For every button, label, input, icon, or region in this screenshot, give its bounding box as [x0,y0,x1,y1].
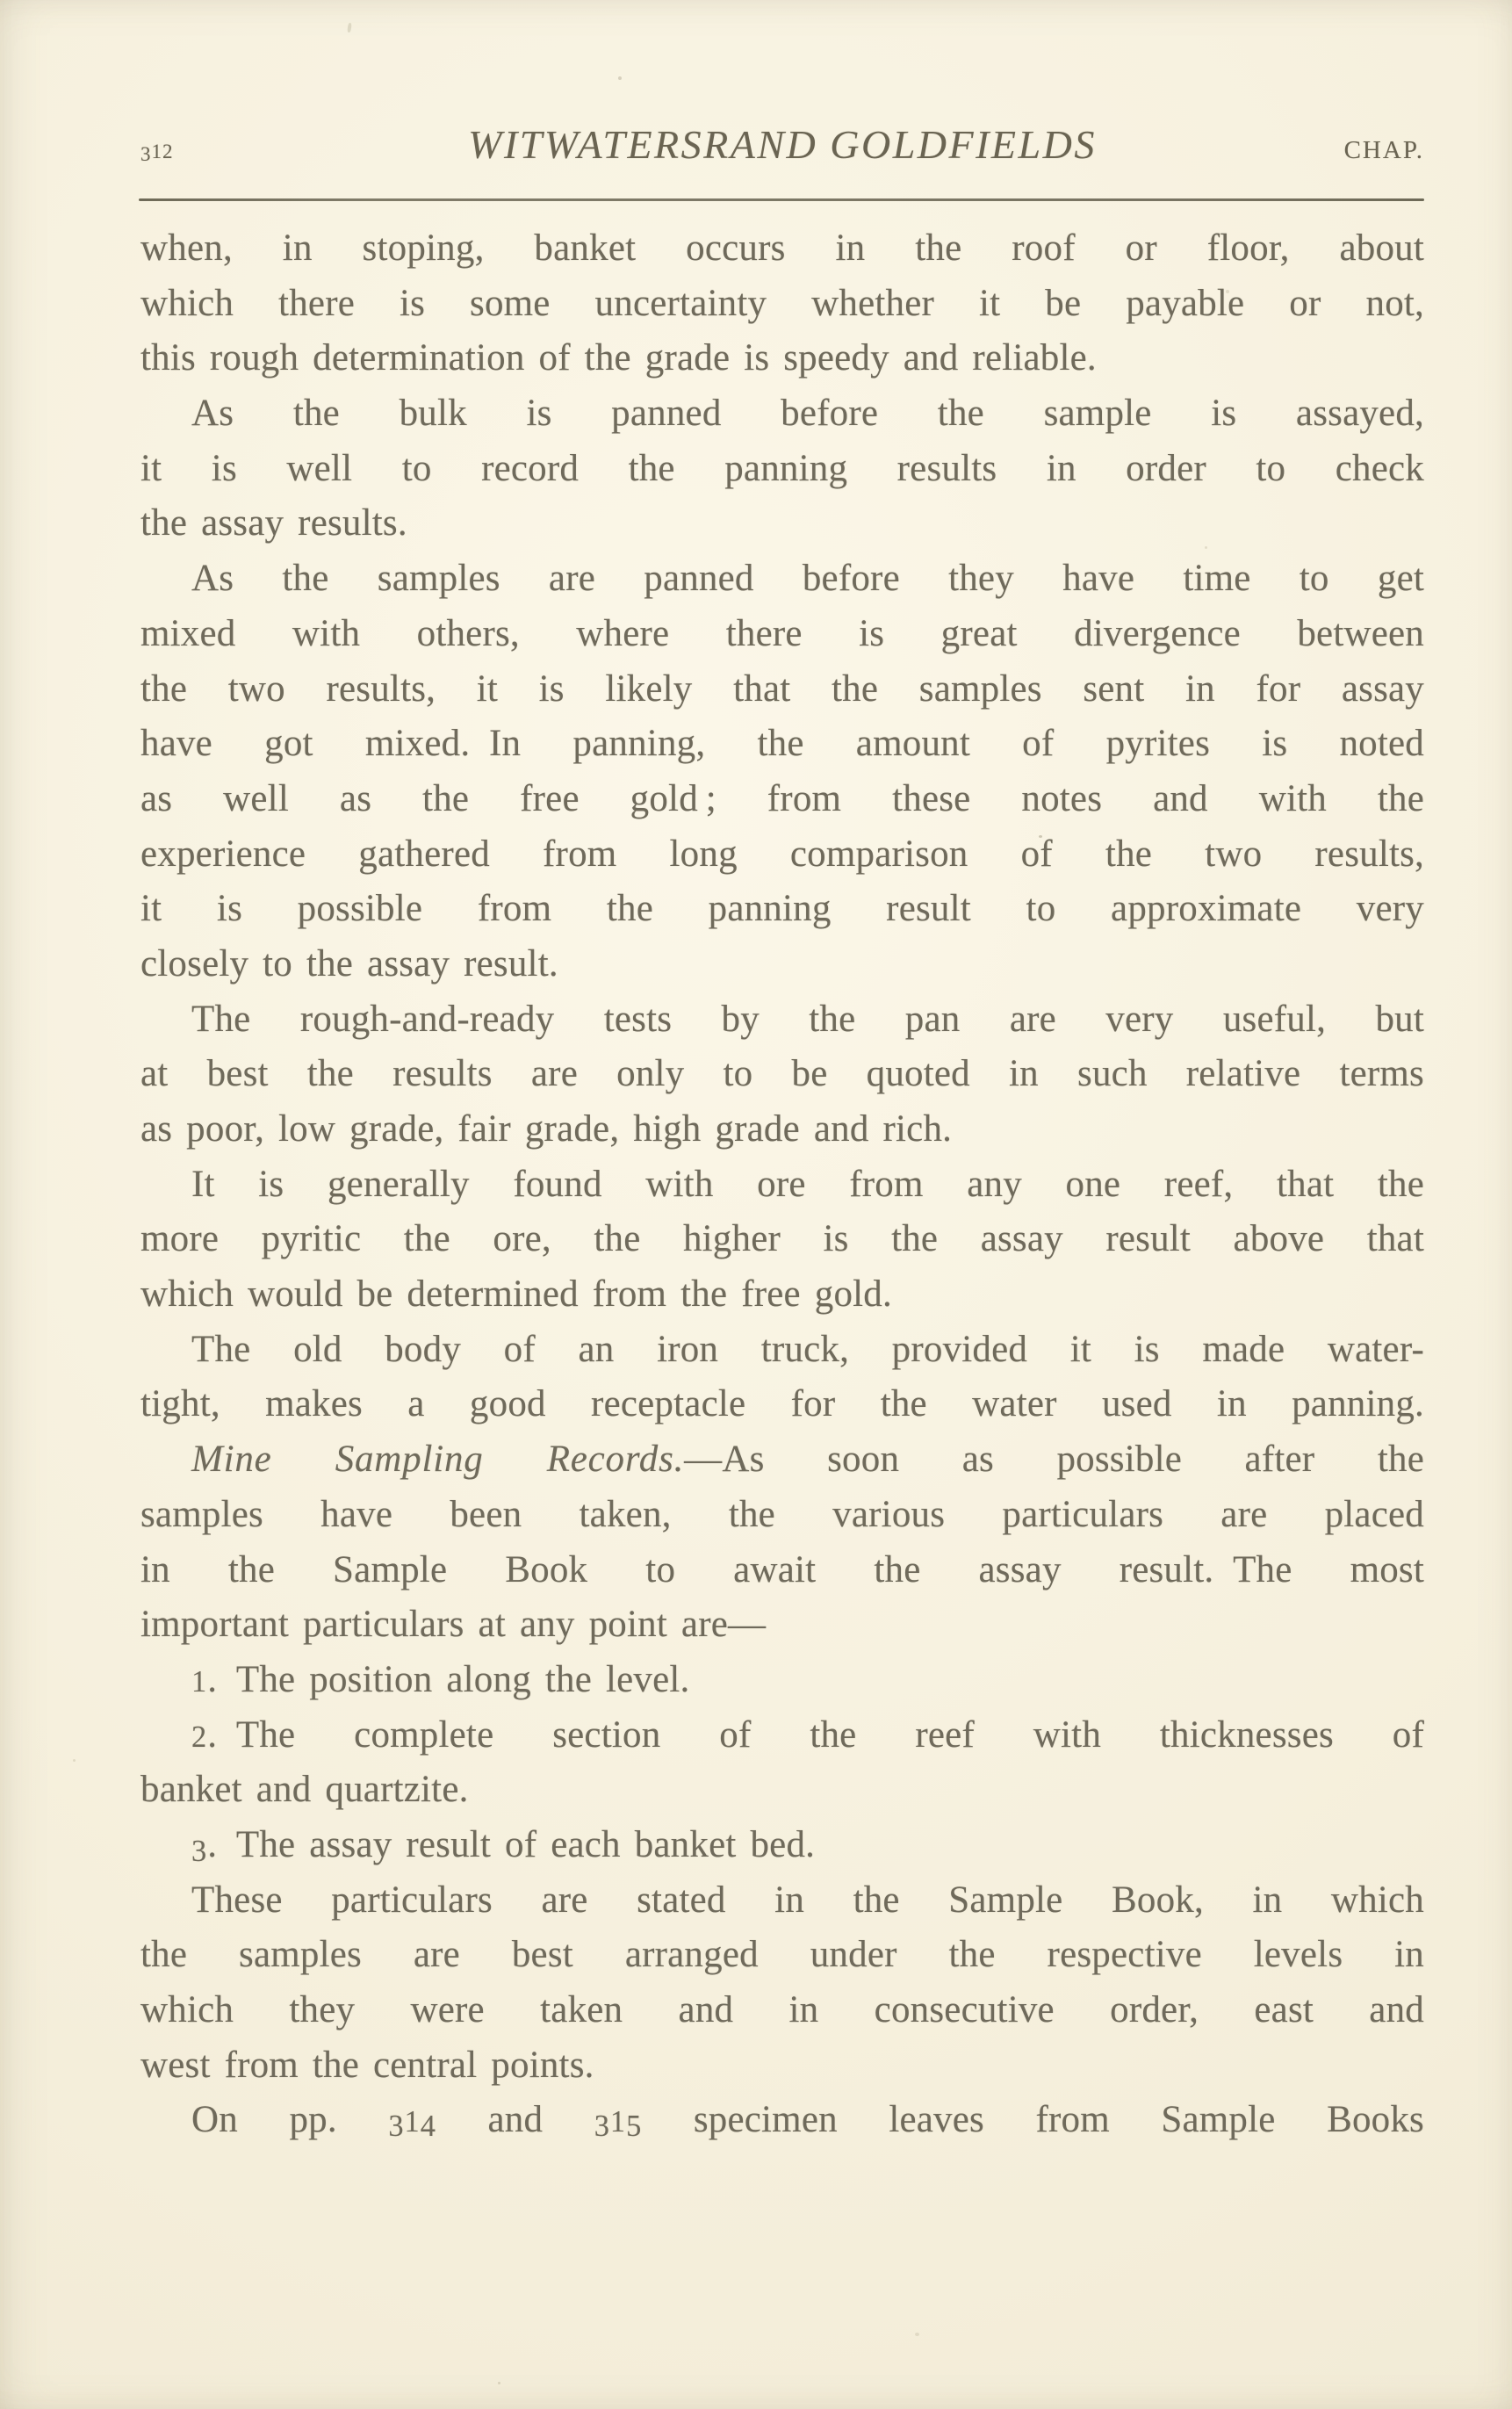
page-header [140,121,1424,172]
text-segment: which there is some uncertainty whether it be payable or not, [140,282,1424,324]
text-segment: experience gathered from long comparison of the two results, [140,833,1424,875]
text-segment: 1. The position along the level. [191,1658,690,1700]
text-line [140,1212,1424,1267]
text-line [140,1873,1424,1929]
text-line [140,1102,1424,1158]
text-line [140,1543,1424,1598]
paper-speck [73,1759,76,1762]
paper-speck [618,76,622,80]
body-text [140,221,1424,2148]
text-line [140,277,1424,332]
text-segment: It is generally found with ore from any one reef, that the [191,1163,1424,1205]
text-segment: mixed with others, where there is great divergence between [140,612,1424,654]
text-line [140,1377,1424,1432]
text-segment: the samples are best arranged under the respective levels in [140,1934,1424,1976]
text-segment: tight, makes a good receptacle for the water used in panning. [140,1383,1424,1425]
text-segment: which they were taken and in consecutive order, east and [140,1989,1424,2030]
oldstyle-number: 315 [594,2105,643,2144]
text-line [140,1598,1424,1653]
text-segment: which would be determined from the free gold. [140,1273,892,1316]
text-line [140,607,1424,662]
text-line [140,1158,1424,1213]
page-number [140,129,290,166]
text-segment: more pyritic the ore, the higher is the assay result above that [140,1218,1424,1260]
text-segment: as well as the free gold ; from these notes and with the [140,777,1424,819]
paper-speck [498,2382,500,2384]
text-line [140,1818,1424,1873]
text-line [140,882,1424,937]
text-line [140,552,1424,607]
chapter-label: CHAP. [1343,136,1424,164]
text-line [140,496,1424,552]
oldstyle-number: 2 [191,1720,208,1754]
text-segment: the assay results. [140,502,407,545]
text-line [140,221,1424,277]
italic-text-segment: Mine Sampling Records. [191,1439,685,1481]
text-line [140,1928,1424,1983]
text-segment: As the bulk is panned before the sample is assayed, [191,393,1424,435]
oldstyle-number: 312 [140,140,174,166]
text-segment: 3. The assay result of each banket bed. [191,1823,816,1868]
text-line [140,1323,1424,1378]
text-line [140,1267,1424,1323]
text-segment: have got mixed. In panning, the amount of pyrites is noted [140,723,1424,765]
text-segment: in the Sample Book to await the assay result. The most [140,1548,1424,1590]
text-segment: the two results, it is likely that the samples sent in for assay [140,667,1424,710]
text-segment: when, in stoping, banket occurs in the roof or floor, about [140,227,1424,269]
text-line [140,442,1424,497]
header-rule [139,198,1424,201]
text-segment: closely to the assay result. [140,942,558,985]
text-segment: at best the results are only to be quoted in such relative terms [140,1053,1424,1095]
text-segment: —As soon as possible after the [684,1439,1424,1481]
text-segment: 2. The complete section of the reef with thicknesses of [191,1713,1424,1756]
text-line [140,827,1424,883]
text-line [140,1488,1424,1543]
text-line [140,1763,1424,1818]
text-line [140,386,1424,442]
text-line [140,717,1424,772]
text-segment: The old body of an iron truck, provided it is made water- [191,1328,1424,1370]
oldstyle-number: 1 [191,1664,208,1699]
text-line [140,1653,1424,1708]
text-line [140,1432,1424,1488]
text-segment: as poor, low grade, fair grade, high grade and rich. [140,1108,953,1150]
text-line [140,662,1424,718]
oldstyle-number: 3 [191,1834,208,1868]
text-segment: banket and quartzite. [140,1769,469,1811]
text-line [140,331,1424,386]
text-line [140,2093,1424,2148]
paper-speck [915,2333,919,2336]
text-line [140,2038,1424,2094]
text-line [140,1983,1424,2038]
running-title: WITWATERSRAND GOLDFIELDS [468,122,1097,167]
oldstyle-number: 314 [388,2105,436,2144]
text-line [140,772,1424,827]
text-line [140,1047,1424,1102]
text-line [140,937,1424,992]
text-segment: this rough determination of the grade is speedy and reliable. [140,337,1097,379]
text-segment: The rough-and-ready tests by the pan are very useful, but [191,998,1424,1040]
text-line [140,1708,1424,1763]
text-segment: west from the central points. [140,2044,594,2086]
paper-speck [347,23,351,32]
text-line [140,992,1424,1048]
text-segment: it is well to record the panning results in order to check [140,447,1424,489]
text-segment: On pp. 314 and 315 specimen leaves from Sample Books [191,2099,1424,2144]
text-segment: samples have been taken, the various particulars are placed [140,1493,1424,1535]
text-segment: it is possible from the panning result to approximate very [140,888,1424,930]
text-segment: These particulars are stated in the Sample Book, in which [191,1879,1424,1921]
text-segment: As the samples are panned before they have time to get [191,558,1424,600]
text-segment: important particulars at any point are— [140,1604,767,1646]
